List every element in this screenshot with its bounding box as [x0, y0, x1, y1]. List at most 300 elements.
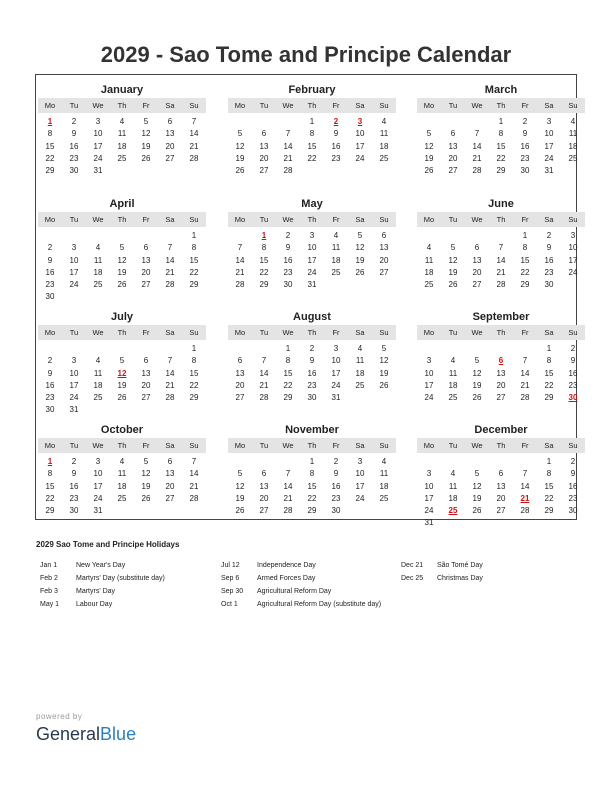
day-cell[interactable]: 6 [498, 469, 504, 479]
day-cell[interactable]: 7 [191, 117, 197, 126]
day-cell[interactable]: 30 [307, 393, 317, 403]
day-cell[interactable]: 22 [283, 380, 293, 390]
day-cell[interactable]: 22 [544, 493, 554, 503]
day-cell[interactable]: 5 [381, 344, 387, 353]
day-cell[interactable]: 12 [117, 255, 127, 265]
day-cell[interactable]: 29 [544, 393, 554, 403]
day-cell[interactable]: 28 [165, 393, 175, 403]
day-cell[interactable]: 21 [189, 141, 199, 151]
day-cell[interactable]: 12 [379, 356, 389, 366]
day-cell[interactable]: 17 [544, 141, 554, 151]
day-cell[interactable]: 2 [71, 117, 77, 126]
day-cell[interactable]: 31 [544, 166, 554, 176]
day-cell[interactable]: 30 [45, 292, 55, 302]
day-cell[interactable]: 4 [381, 117, 387, 126]
day-cell[interactable]: 10 [424, 368, 434, 378]
day-cell[interactable]: 26 [117, 280, 127, 290]
day-cell[interactable]: 15 [544, 481, 554, 491]
day-cell[interactable]: 18 [448, 493, 458, 503]
day-cell[interactable]: 22 [520, 267, 530, 277]
day-cell[interactable]: 23 [69, 153, 79, 163]
day-cell[interactable]: 15 [496, 141, 506, 151]
day-cell[interactable]: 18 [93, 380, 103, 390]
day-cell[interactable]: 6 [474, 243, 480, 253]
day-cell[interactable]: 27 [141, 280, 151, 290]
day-cell[interactable]: 9 [570, 356, 576, 366]
day-cell[interactable]: 2 [333, 457, 339, 466]
day-cell[interactable]: 30 [69, 166, 79, 176]
day-cell[interactable]: 19 [379, 368, 389, 378]
day-cell[interactable]: 10 [424, 481, 434, 491]
day-cell[interactable]: 7 [498, 243, 504, 253]
day-cell[interactable]: 25 [93, 393, 103, 403]
day-cell[interactable]: 7 [474, 129, 480, 139]
day-cell[interactable]: 27 [165, 493, 175, 503]
day-cell[interactable]: 28 [259, 393, 269, 403]
day-cell[interactable]: 1 [191, 231, 197, 240]
day-cell[interactable]: 4 [426, 243, 432, 253]
day-cell[interactable]: 9 [570, 469, 576, 479]
day-cell[interactable]: 20 [165, 481, 175, 491]
day-cell[interactable]: 6 [167, 457, 173, 466]
day-cell[interactable]: 23 [331, 493, 341, 503]
day-cell[interactable]: 11 [355, 356, 365, 366]
day-cell[interactable]: 18 [448, 380, 458, 390]
day-cell[interactable]: 4 [333, 231, 339, 240]
day-cell[interactable]: 10 [93, 129, 103, 139]
day-cell[interactable]: 6 [143, 243, 149, 253]
day-cell[interactable]: 26 [448, 280, 458, 290]
day-cell[interactable]: 24 [424, 506, 434, 516]
day-cell[interactable]: 25 [93, 280, 103, 290]
day-cell[interactable]: 3 [71, 356, 77, 366]
day-cell[interactable]: 29 [45, 166, 55, 176]
day-cell[interactable]: 24 [331, 380, 341, 390]
day-cell[interactable]: 30 [331, 506, 341, 516]
day-cell[interactable]: 13 [235, 368, 245, 378]
day-cell[interactable]: 2 [285, 231, 291, 240]
day-cell[interactable]: 31 [424, 518, 434, 528]
day-cell[interactable]: 8 [261, 243, 267, 253]
day-cell[interactable]: 16 [568, 368, 578, 378]
day-cell[interactable]: 18 [424, 267, 434, 277]
day-cell[interactable]: 12 [235, 141, 245, 151]
day-cell[interactable]: 14 [283, 481, 293, 491]
day-cell[interactable]: 4 [450, 469, 456, 479]
day-cell[interactable]: 16 [45, 380, 55, 390]
day-cell[interactable]: 1 [522, 231, 528, 240]
day-cell[interactable]: 27 [165, 153, 175, 163]
day-cell[interactable]: 30 [283, 280, 293, 290]
day-cell[interactable]: 4 [381, 457, 387, 466]
day-cell[interactable]: 20 [141, 380, 151, 390]
day-cell[interactable]: 18 [117, 481, 127, 491]
day-cell[interactable]: 16 [45, 267, 55, 277]
day-cell[interactable]: 19 [141, 141, 151, 151]
day-cell[interactable]: 15 [189, 255, 199, 265]
day-cell[interactable]: 28 [189, 153, 199, 163]
day-cell[interactable]: 11 [568, 129, 578, 139]
day-cell[interactable]: 9 [71, 469, 77, 479]
day-cell[interactable]: 11 [448, 368, 458, 378]
day-cell[interactable]: 13 [496, 481, 506, 491]
day-cell[interactable]: 27 [496, 393, 506, 403]
day-cell[interactable]: 24 [544, 153, 554, 163]
day-cell[interactable]: 15 [544, 368, 554, 378]
day-cell[interactable]: 8 [285, 356, 291, 366]
day-cell[interactable]: 24 [69, 280, 79, 290]
day-cell[interactable]: 4 [570, 117, 576, 126]
day-cell[interactable]: 22 [45, 153, 55, 163]
day-cell[interactable]: 11 [424, 255, 434, 265]
day-cell[interactable]: 25 [424, 280, 434, 290]
day-cell[interactable]: 23 [568, 493, 578, 503]
day-cell[interactable]: 24 [307, 267, 317, 277]
day-cell[interactable]: 25 [379, 493, 389, 503]
day-cell[interactable]: 31 [69, 405, 79, 415]
day-cell[interactable]: 19 [355, 255, 365, 265]
day-cell[interactable]: 8 [191, 356, 197, 366]
day-cell[interactable]: 25 [448, 393, 458, 403]
day-cell[interactable]: 9 [71, 129, 77, 139]
holiday-day-cell[interactable]: 1 [47, 457, 53, 466]
day-cell[interactable]: 2 [309, 344, 315, 353]
day-cell[interactable]: 22 [259, 267, 269, 277]
day-cell[interactable]: 4 [119, 457, 125, 466]
day-cell[interactable]: 8 [522, 243, 528, 253]
day-cell[interactable]: 4 [450, 356, 456, 366]
day-cell[interactable]: 1 [498, 117, 504, 126]
day-cell[interactable]: 3 [71, 243, 77, 253]
day-cell[interactable]: 26 [117, 393, 127, 403]
day-cell[interactable]: 7 [522, 469, 528, 479]
day-cell[interactable]: 18 [355, 368, 365, 378]
day-cell[interactable]: 13 [379, 243, 389, 253]
day-cell[interactable]: 9 [47, 255, 53, 265]
day-cell[interactable]: 26 [141, 493, 151, 503]
day-cell[interactable]: 14 [189, 469, 199, 479]
day-cell[interactable]: 14 [472, 141, 482, 151]
day-cell[interactable]: 7 [285, 469, 291, 479]
day-cell[interactable]: 27 [379, 267, 389, 277]
day-cell[interactable]: 5 [119, 356, 125, 366]
day-cell[interactable]: 9 [309, 356, 315, 366]
day-cell[interactable]: 28 [520, 506, 530, 516]
day-cell[interactable]: 9 [285, 243, 291, 253]
day-cell[interactable]: 10 [355, 469, 365, 479]
day-cell[interactable]: 21 [235, 267, 245, 277]
day-cell[interactable]: 22 [45, 493, 55, 503]
day-cell[interactable]: 23 [45, 393, 55, 403]
day-cell[interactable]: 13 [259, 141, 269, 151]
day-cell[interactable]: 21 [520, 380, 530, 390]
day-cell[interactable]: 21 [283, 153, 293, 163]
day-cell[interactable]: 29 [259, 280, 269, 290]
day-cell[interactable]: 13 [259, 481, 269, 491]
day-cell[interactable]: 14 [259, 368, 269, 378]
day-cell[interactable]: 26 [141, 153, 151, 163]
day-cell[interactable]: 26 [379, 380, 389, 390]
day-cell[interactable]: 17 [331, 368, 341, 378]
day-cell[interactable]: 19 [448, 267, 458, 277]
day-cell[interactable]: 31 [93, 166, 103, 176]
day-cell[interactable]: 17 [69, 380, 79, 390]
day-cell[interactable]: 10 [331, 356, 341, 366]
day-cell[interactable]: 23 [520, 153, 530, 163]
day-cell[interactable]: 12 [355, 243, 365, 253]
day-cell[interactable]: 7 [237, 243, 243, 253]
day-cell[interactable]: 1 [546, 344, 552, 353]
day-cell[interactable]: 15 [283, 368, 293, 378]
day-cell[interactable]: 19 [235, 493, 245, 503]
day-cell[interactable]: 19 [117, 380, 127, 390]
day-cell[interactable]: 30 [568, 506, 578, 516]
day-cell[interactable]: 21 [165, 380, 175, 390]
day-cell[interactable]: 24 [69, 393, 79, 403]
day-cell[interactable]: 10 [544, 129, 554, 139]
day-cell[interactable]: 19 [117, 267, 127, 277]
day-cell[interactable]: 11 [379, 469, 389, 479]
day-cell[interactable]: 4 [357, 344, 363, 353]
day-cell[interactable]: 14 [520, 481, 530, 491]
day-cell[interactable]: 7 [167, 243, 173, 253]
day-cell[interactable]: 18 [117, 141, 127, 151]
day-cell[interactable]: 4 [119, 117, 125, 126]
day-cell[interactable]: 29 [544, 506, 554, 516]
day-cell[interactable]: 6 [450, 129, 456, 139]
day-cell[interactable]: 10 [93, 469, 103, 479]
day-cell[interactable]: 15 [259, 255, 269, 265]
day-cell[interactable]: 1 [309, 117, 315, 126]
day-cell[interactable]: 6 [167, 117, 173, 126]
day-cell[interactable]: 14 [496, 255, 506, 265]
day-cell[interactable]: 27 [259, 166, 269, 176]
day-cell[interactable]: 31 [331, 393, 341, 403]
day-cell[interactable]: 5 [474, 469, 480, 479]
day-cell[interactable]: 11 [117, 129, 127, 139]
day-cell[interactable]: 2 [570, 344, 576, 353]
day-cell[interactable]: 12 [235, 481, 245, 491]
day-cell[interactable]: 10 [69, 368, 79, 378]
day-cell[interactable]: 3 [426, 356, 432, 366]
day-cell[interactable]: 7 [285, 129, 291, 139]
day-cell[interactable]: 6 [261, 129, 267, 139]
day-cell[interactable]: 21 [472, 153, 482, 163]
day-cell[interactable]: 5 [237, 469, 243, 479]
day-cell[interactable]: 9 [333, 469, 339, 479]
day-cell[interactable]: 22 [189, 380, 199, 390]
day-cell[interactable]: 15 [307, 481, 317, 491]
day-cell[interactable]: 2 [71, 457, 77, 466]
day-cell[interactable]: 10 [568, 243, 578, 253]
day-cell[interactable]: 10 [69, 255, 79, 265]
day-cell[interactable]: 17 [568, 255, 578, 265]
day-cell[interactable]: 15 [189, 368, 199, 378]
day-cell[interactable]: 19 [472, 493, 482, 503]
day-cell[interactable]: 19 [472, 380, 482, 390]
brand-logo[interactable] [36, 724, 136, 745]
day-cell[interactable]: 15 [45, 481, 55, 491]
day-cell[interactable]: 7 [167, 356, 173, 366]
day-cell[interactable]: 28 [520, 393, 530, 403]
day-cell[interactable]: 12 [141, 469, 151, 479]
holiday-day-cell[interactable]: 1 [261, 231, 267, 240]
day-cell[interactable]: 23 [307, 380, 317, 390]
day-cell[interactable]: 10 [355, 129, 365, 139]
day-cell[interactable]: 31 [93, 506, 103, 516]
holiday-day-cell[interactable]: 25 [448, 506, 458, 516]
day-cell[interactable]: 29 [189, 393, 199, 403]
day-cell[interactable]: 25 [568, 153, 578, 163]
day-cell[interactable]: 15 [307, 141, 317, 151]
day-cell[interactable]: 16 [283, 255, 293, 265]
day-cell[interactable]: 3 [333, 344, 339, 353]
day-cell[interactable]: 25 [117, 153, 127, 163]
day-cell[interactable]: 12 [448, 255, 458, 265]
day-cell[interactable]: 24 [568, 267, 578, 277]
day-cell[interactable]: 13 [448, 141, 458, 151]
holiday-day-cell[interactable]: 30 [568, 393, 578, 403]
day-cell[interactable]: 30 [520, 166, 530, 176]
day-cell[interactable]: 16 [568, 481, 578, 491]
day-cell[interactable]: 1 [191, 344, 197, 353]
day-cell[interactable]: 23 [45, 280, 55, 290]
day-cell[interactable]: 17 [69, 267, 79, 277]
day-cell[interactable]: 22 [307, 153, 317, 163]
day-cell[interactable]: 9 [522, 129, 528, 139]
day-cell[interactable]: 3 [546, 117, 552, 126]
day-cell[interactable]: 21 [189, 481, 199, 491]
day-cell[interactable]: 3 [95, 457, 101, 466]
day-cell[interactable]: 18 [93, 267, 103, 277]
day-cell[interactable]: 23 [568, 380, 578, 390]
day-cell[interactable]: 6 [381, 231, 387, 240]
day-cell[interactable]: 30 [69, 506, 79, 516]
day-cell[interactable]: 8 [47, 129, 53, 139]
day-cell[interactable]: 16 [307, 368, 317, 378]
day-cell[interactable]: 26 [424, 166, 434, 176]
day-cell[interactable]: 10 [307, 243, 317, 253]
day-cell[interactable]: 20 [379, 255, 389, 265]
day-cell[interactable]: 11 [93, 368, 103, 378]
day-cell[interactable]: 29 [520, 280, 530, 290]
day-cell[interactable]: 5 [237, 129, 243, 139]
day-cell[interactable]: 17 [355, 481, 365, 491]
day-cell[interactable]: 16 [331, 481, 341, 491]
day-cell[interactable]: 17 [424, 380, 434, 390]
day-cell[interactable]: 14 [283, 141, 293, 151]
day-cell[interactable]: 12 [472, 481, 482, 491]
day-cell[interactable]: 12 [472, 368, 482, 378]
holiday-day-cell[interactable]: 3 [357, 117, 363, 126]
holiday-day-cell[interactable]: 21 [520, 493, 530, 503]
day-cell[interactable]: 5 [450, 243, 456, 253]
day-cell[interactable]: 28 [283, 506, 293, 516]
day-cell[interactable]: 20 [496, 493, 506, 503]
holiday-day-cell[interactable]: 6 [498, 356, 504, 366]
day-cell[interactable]: 2 [546, 231, 552, 240]
day-cell[interactable]: 29 [45, 506, 55, 516]
day-cell[interactable]: 13 [496, 368, 506, 378]
day-cell[interactable]: 3 [357, 457, 363, 466]
day-cell[interactable]: 20 [259, 153, 269, 163]
day-cell[interactable]: 25 [355, 380, 365, 390]
day-cell[interactable]: 29 [189, 280, 199, 290]
day-cell[interactable]: 27 [235, 393, 245, 403]
day-cell[interactable]: 19 [141, 481, 151, 491]
day-cell[interactable]: 24 [355, 153, 365, 163]
day-cell[interactable]: 24 [93, 493, 103, 503]
day-cell[interactable]: 11 [93, 255, 103, 265]
day-cell[interactable]: 13 [141, 255, 151, 265]
day-cell[interactable]: 14 [235, 255, 245, 265]
holiday-day-cell[interactable]: 1 [47, 117, 53, 126]
day-cell[interactable]: 20 [235, 380, 245, 390]
day-cell[interactable]: 22 [307, 493, 317, 503]
day-cell[interactable]: 20 [141, 267, 151, 277]
day-cell[interactable]: 3 [95, 117, 101, 126]
day-cell[interactable]: 25 [331, 267, 341, 277]
day-cell[interactable]: 28 [165, 280, 175, 290]
day-cell[interactable]: 20 [259, 493, 269, 503]
day-cell[interactable]: 16 [544, 255, 554, 265]
day-cell[interactable]: 16 [331, 141, 341, 151]
day-cell[interactable]: 15 [520, 255, 530, 265]
day-cell[interactable]: 20 [496, 380, 506, 390]
day-cell[interactable]: 21 [496, 267, 506, 277]
day-cell[interactable]: 27 [259, 506, 269, 516]
day-cell[interactable]: 4 [95, 356, 101, 366]
day-cell[interactable]: 23 [331, 153, 341, 163]
day-cell[interactable]: 29 [283, 393, 293, 403]
day-cell[interactable]: 26 [235, 506, 245, 516]
day-cell[interactable]: 14 [165, 368, 175, 378]
day-cell[interactable]: 2 [47, 243, 53, 253]
day-cell[interactable]: 13 [165, 129, 175, 139]
day-cell[interactable]: 24 [93, 153, 103, 163]
day-cell[interactable]: 3 [426, 469, 432, 479]
day-cell[interactable]: 11 [117, 469, 127, 479]
day-cell[interactable]: 27 [448, 166, 458, 176]
day-cell[interactable]: 5 [474, 356, 480, 366]
day-cell[interactable]: 26 [355, 267, 365, 277]
day-cell[interactable]: 12 [424, 141, 434, 151]
day-cell[interactable]: 20 [165, 141, 175, 151]
day-cell[interactable]: 19 [235, 153, 245, 163]
day-cell[interactable]: 21 [165, 267, 175, 277]
day-cell[interactable]: 13 [165, 469, 175, 479]
day-cell[interactable]: 5 [426, 129, 432, 139]
day-cell[interactable]: 23 [69, 493, 79, 503]
day-cell[interactable]: 6 [237, 356, 243, 366]
day-cell[interactable]: 28 [496, 280, 506, 290]
day-cell[interactable]: 8 [309, 469, 315, 479]
day-cell[interactable]: 11 [379, 129, 389, 139]
day-cell[interactable]: 27 [141, 393, 151, 403]
day-cell[interactable]: 26 [472, 506, 482, 516]
day-cell[interactable]: 5 [357, 231, 363, 240]
day-cell[interactable]: 20 [472, 267, 482, 277]
day-cell[interactable]: 17 [93, 141, 103, 151]
day-cell[interactable]: 27 [472, 280, 482, 290]
day-cell[interactable]: 28 [283, 166, 293, 176]
day-cell[interactable]: 8 [498, 129, 504, 139]
day-cell[interactable]: 13 [472, 255, 482, 265]
day-cell[interactable]: 9 [47, 368, 53, 378]
day-cell[interactable]: 28 [472, 166, 482, 176]
day-cell[interactable]: 2 [522, 117, 528, 126]
day-cell[interactable]: 27 [496, 506, 506, 516]
